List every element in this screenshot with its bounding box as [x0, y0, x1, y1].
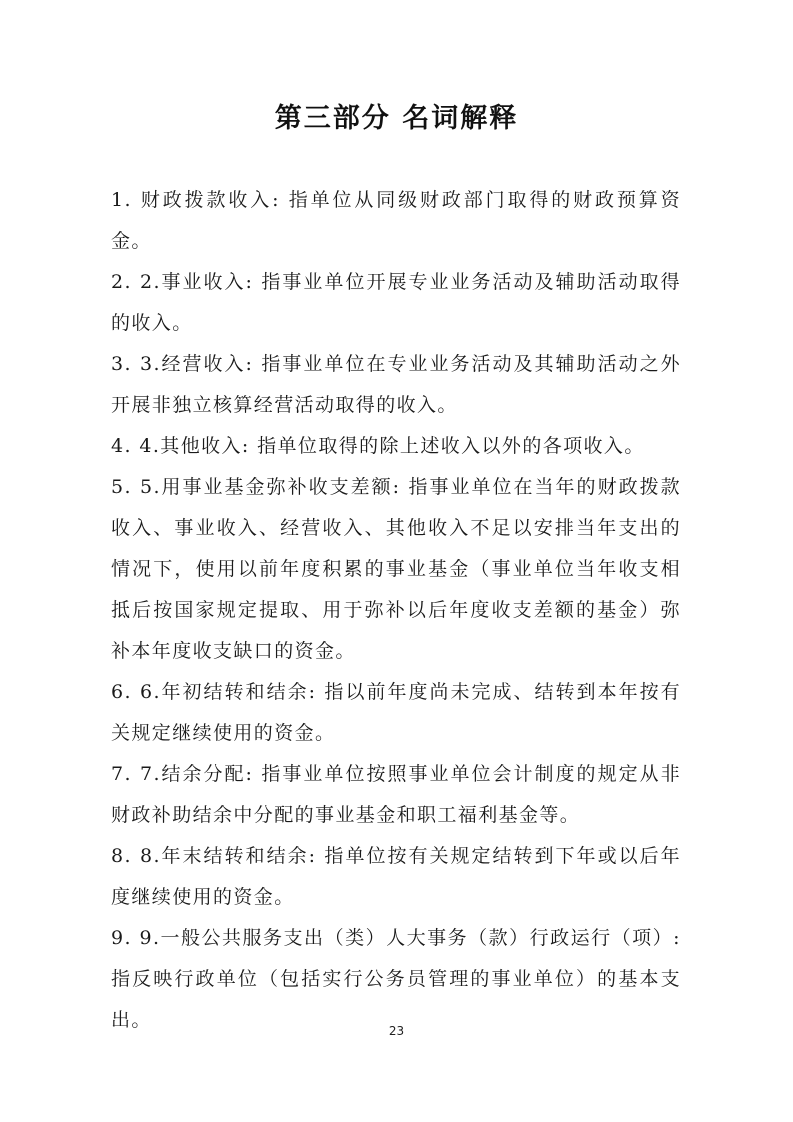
definition-item: 2. 2.事业收入: 指事业单位开展专业业务活动及辅助活动取得的收入。: [111, 271, 681, 334]
definition-item: 7. 7.结余分配: 指事业单位按照事业单位会计制度的规定从非财政补助结余中分配的事业基金和职工福利基金等。: [111, 763, 681, 826]
definition-item: 1. 财政拨款收入: 指单位从同级财政部门取得的财政预算资金。: [111, 189, 681, 252]
definition-item: 3. 3.经营收入: 指事业单位在专业业务活动及其辅助活动之外开展非独立核算经营活动取得的收入。: [111, 353, 681, 416]
page-number: 23: [388, 1024, 405, 1038]
definition-item: 4. 4.其他收入: 指单位取得的除上述收入以外的各项收入。: [111, 435, 645, 457]
definition-item: 5. 5.用事业基金弥补收支差额: 指事业单位在当年的财政拨款收入、事业收入、经营收入、其他收入不足以安排当年支出的情况下，使用以前年度积累的事业基金（事业单位当年收支相抵后按国家规定提取、用于弥补以后年度收支差额的基金）弥补本年度收支缺口的资金。: [111, 476, 681, 662]
page-title: 第三部分 名词解释: [274, 103, 519, 134]
definition-item: 8. 8.年末结转和结余: 指单位按有关规定结转到下年或以后年度继续使用的资金。: [111, 845, 681, 908]
definition-item: 6. 6.年初结转和结余: 指以前年度尚未完成、结转到本年按有关规定继续使用的资金。: [111, 681, 681, 744]
definitions-list: [111, 180, 681, 1041]
definition-item: 9. 9.一般公共服务支出（类）人大事务（款）行政运行（项）: 指反映行政单位（包括实行公务员管理的事业单位）的基本支出。: [111, 927, 681, 1031]
